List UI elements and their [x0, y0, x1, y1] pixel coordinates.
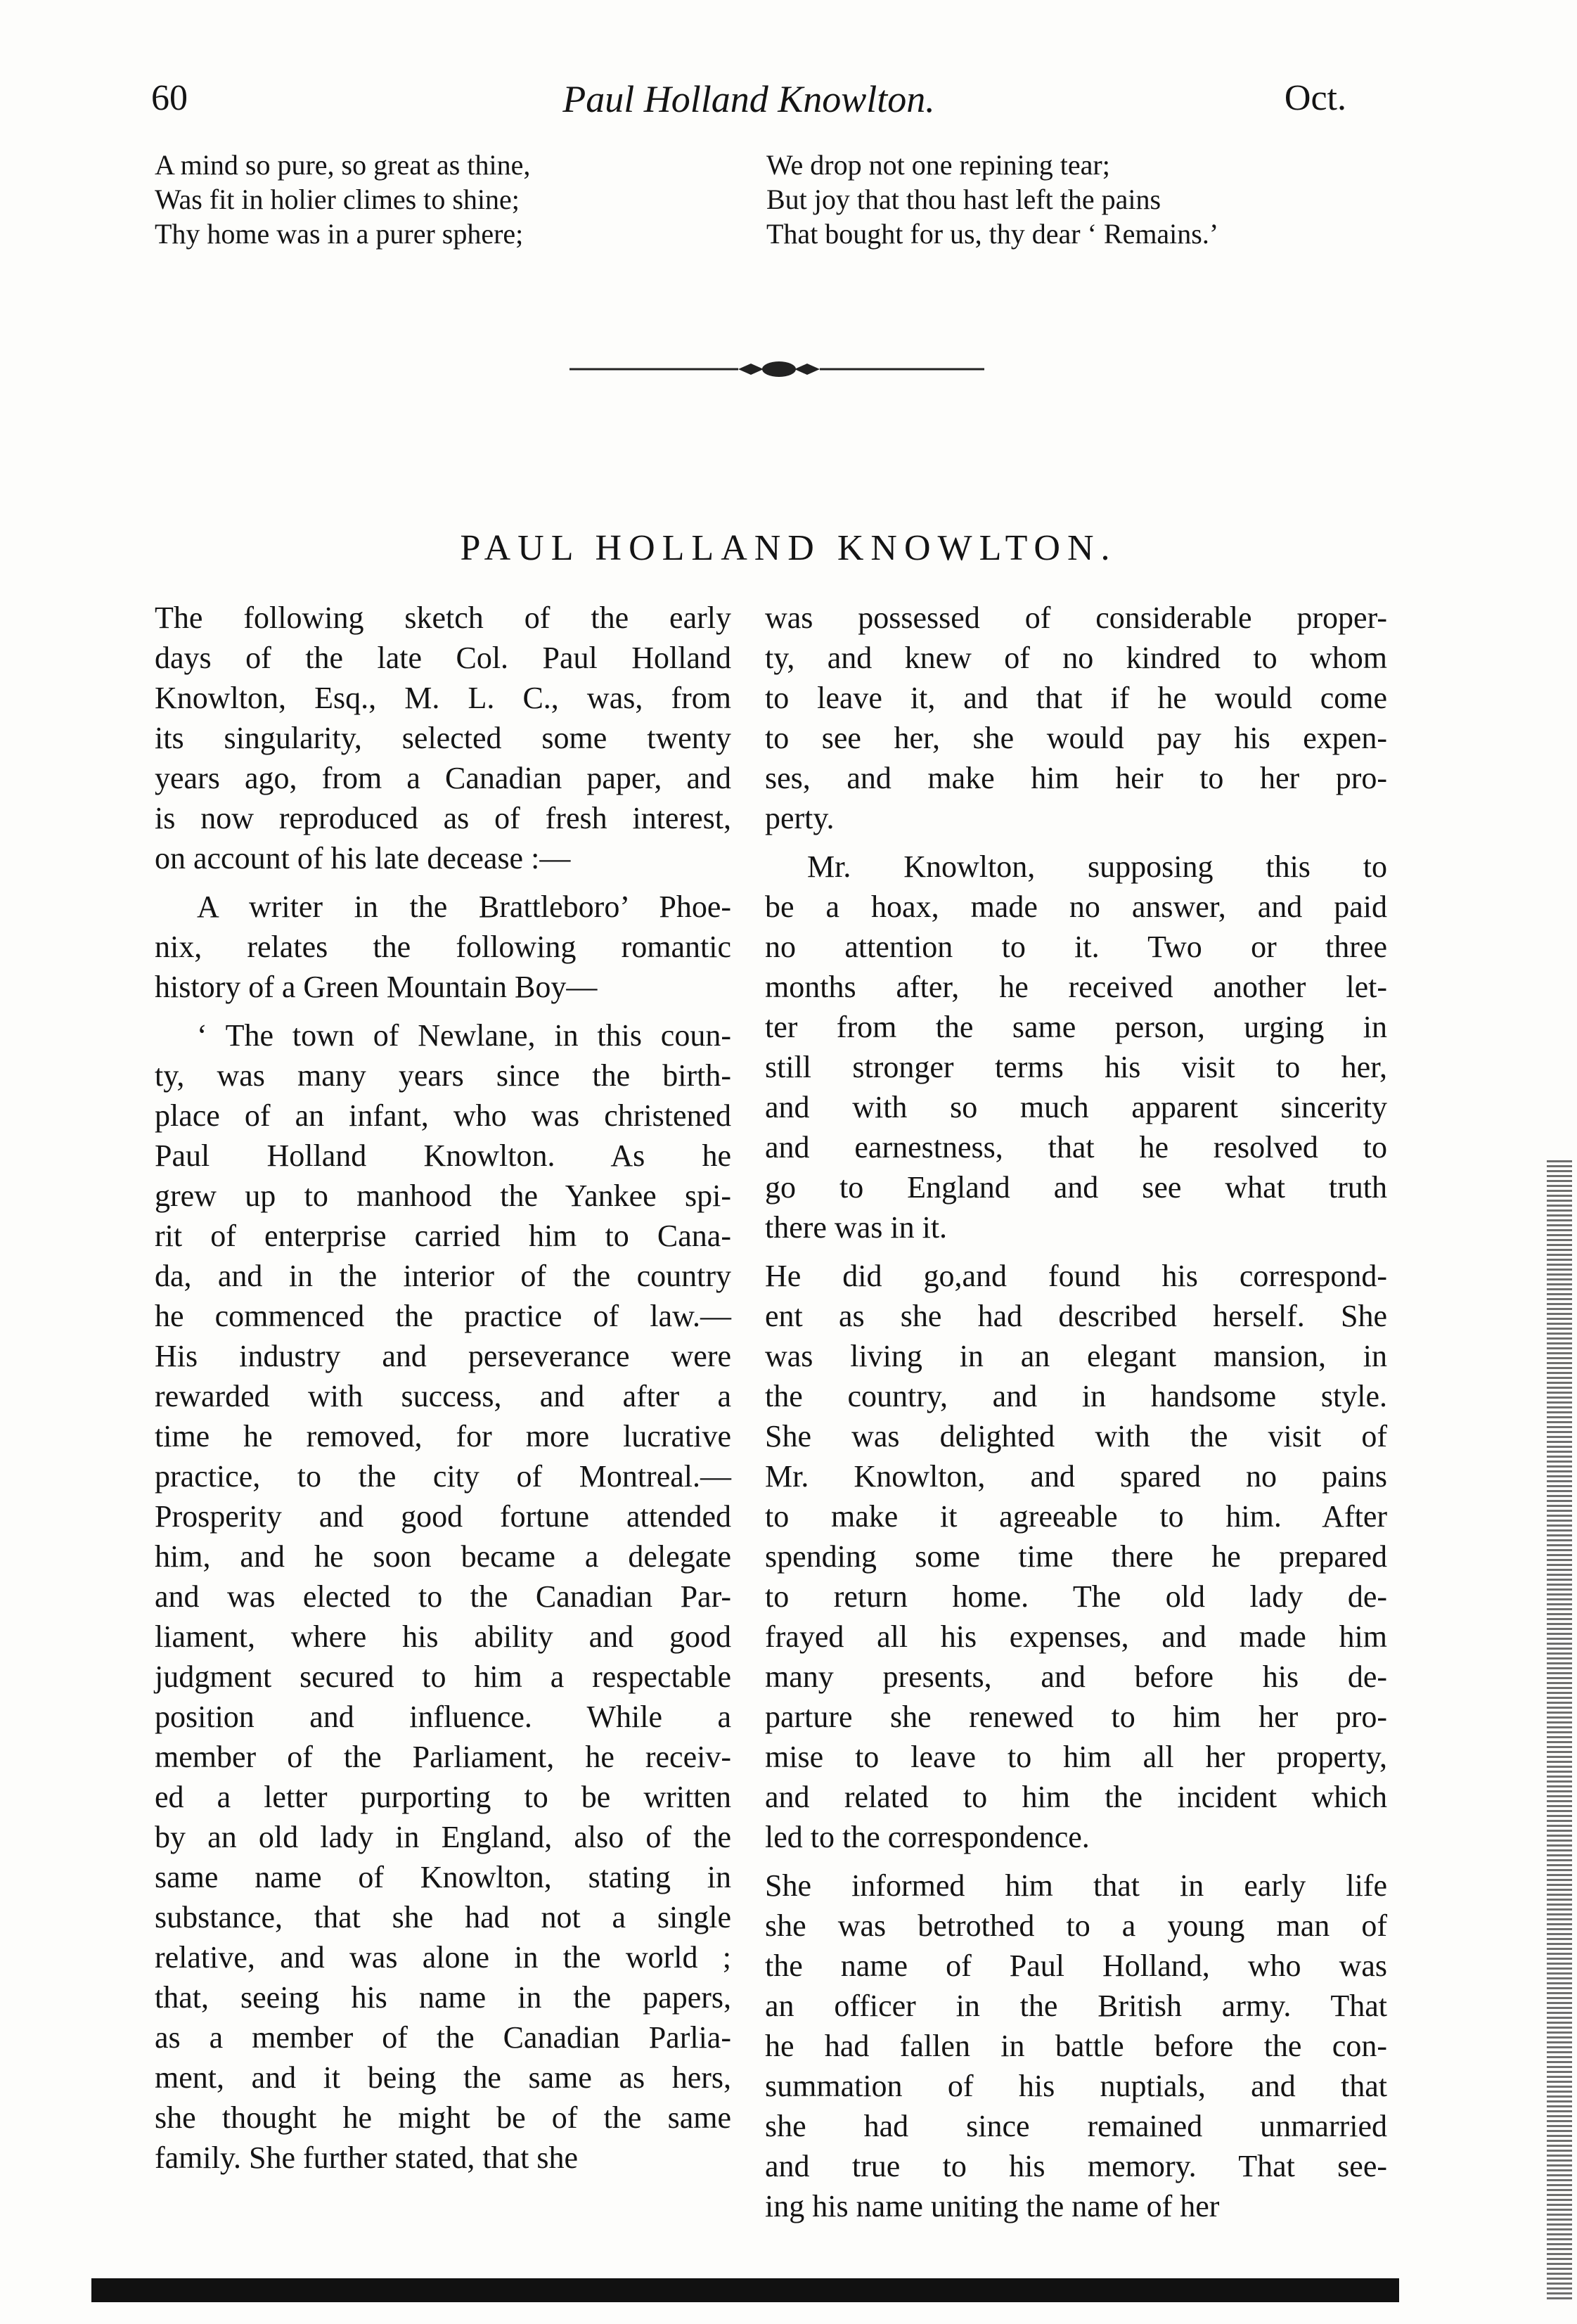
text-line: days of the late Col. Paul Holland: [155, 641, 731, 675]
text-line: ing his name uniting the name of her: [765, 2189, 1220, 2223]
text-line: that, seeing his name in the papers,: [155, 1980, 731, 2015]
article-paragraph: [765, 1866, 1387, 2226]
text-line: him, and he soon became a delegate: [155, 1539, 731, 1574]
scan-bottom-edge: [91, 2278, 1399, 2302]
header-month: Oct.: [1284, 78, 1346, 118]
poem-line: That bought for us, thy dear ‘ Remains.’: [766, 218, 1219, 250]
text-line: grew up to manhood the Yankee spi-: [155, 1179, 731, 1213]
poem-stanza-right: [766, 148, 1329, 251]
text-line: rewarded with success, and after a: [155, 1379, 731, 1413]
text-line: to see her, she would pay his expen-: [765, 721, 1387, 755]
text-line: to make it agreeable to him. After: [765, 1499, 1387, 1534]
article-title: PAUL HOLLAND KNOWLTON.: [460, 528, 1117, 568]
text-line: da, and in the interior of the country: [155, 1259, 731, 1293]
text-line: the country, and in handsome style.: [765, 1379, 1387, 1413]
running-title: Paul Holland Knowlton.: [562, 78, 935, 120]
article-paragraph: [155, 887, 731, 1007]
left-text-column: [155, 598, 731, 2178]
text-line: summation of his nuptials, and that: [765, 2069, 1387, 2103]
text-line: to leave it, and that if he would come: [765, 681, 1387, 715]
text-line: judgment secured to him a respectable: [155, 1659, 731, 1694]
poem-line: We drop not one repining tear;: [766, 149, 1110, 181]
text-line: member of the Parliament, he receiv-: [155, 1740, 731, 1774]
text-line: she thought he might be of the same: [155, 2100, 731, 2135]
text-line: She was delighted with the visit of: [765, 1419, 1387, 1453]
text-line: A writer in the Brattleboro’ Phoe-: [197, 890, 731, 924]
text-line: The following sketch of the early: [155, 601, 731, 635]
text-line: to return home. The old lady de-: [765, 1579, 1387, 1614]
poem-stanza-left: [155, 148, 703, 251]
text-line: many presents, and before his de-: [765, 1659, 1387, 1694]
text-line: He did go,and found his correspond-: [765, 1259, 1387, 1293]
text-line: mise to leave to him all her property,: [765, 1740, 1387, 1774]
text-line: months after, he received another let-: [765, 970, 1387, 1004]
article-paragraph: [155, 1015, 731, 2178]
text-line: relative, and was alone in the world ;: [155, 1940, 731, 1975]
text-line: frayed all his expenses, and made him: [765, 1619, 1387, 1654]
poem-line: Was fit in holier climes to shine;: [155, 184, 520, 215]
text-line: ment, and it being the same as hers,: [155, 2060, 731, 2095]
text-line: its singularity, selected some twenty: [155, 721, 731, 755]
text-line: on account of his late decease :—: [155, 841, 571, 875]
text-line: go to England and see what truth: [765, 1170, 1387, 1205]
text-line: practice, to the city of Montreal.—: [155, 1459, 731, 1494]
right-text-column: [765, 598, 1387, 2226]
text-line: nix, relates the following romantic: [155, 930, 731, 964]
poem-line: A mind so pure, so great as thine,: [155, 149, 531, 181]
text-line: substance, that she had not a single: [155, 1900, 731, 1934]
text-line: His industry and perseverance were: [155, 1339, 731, 1373]
text-line: was possessed of considerable proper-: [765, 601, 1387, 635]
text-line: she had since remained unmarried: [765, 2109, 1387, 2143]
text-line: years ago, from a Canadian paper, and: [155, 761, 731, 795]
text-line: time he removed, for more lucrative: [155, 1419, 731, 1453]
page-number: 60: [151, 78, 188, 118]
text-line: parture she renewed to him her pro-: [765, 1700, 1387, 1734]
text-line: place of an infant, who was christened: [155, 1098, 731, 1133]
text-line: and was elected to the Canadian Par-: [155, 1579, 731, 1614]
running-header: [151, 70, 1346, 127]
text-line: Knowlton, Esq., M. L. C., was, from: [155, 681, 731, 715]
text-line: Paul Holland Knowlton. As he: [155, 1138, 731, 1173]
text-line: he had fallen in battle before the con-: [765, 2029, 1387, 2063]
text-line: be a hoax, made no answer, and paid: [765, 890, 1387, 924]
text-line: ‘ The town of Newlane, in this coun-: [197, 1018, 731, 1053]
text-line: liament, where his ability and good: [155, 1619, 731, 1654]
text-line: ty, was many years since the birth-: [155, 1058, 731, 1093]
text-line: is now reproduced as of fresh interest,: [155, 801, 731, 835]
text-line: and earnestness, that he resolved to: [765, 1130, 1387, 1164]
text-line: ses, and make him heir to her pro-: [765, 761, 1387, 795]
poem-line: But joy that thou hast left the pains: [766, 184, 1161, 215]
text-line: Prosperity and good fortune attended: [155, 1499, 731, 1534]
text-line: he commenced the practice of law.—: [155, 1299, 731, 1333]
text-line: ent as she had described herself. She: [765, 1299, 1387, 1333]
poem-line: Thy home was in a purer sphere;: [155, 218, 524, 250]
text-line: and with so much apparent sincerity: [765, 1090, 1387, 1124]
article-paragraph: [765, 847, 1387, 1247]
text-line: still stronger terms his visit to her,: [765, 1050, 1387, 1084]
text-line: same name of Knowlton, stating in: [155, 1860, 731, 1894]
text-line: spending some time there he prepared: [765, 1539, 1387, 1574]
scan-edge-noise: [1547, 1160, 1572, 2299]
text-line: and true to his memory. That see-: [765, 2149, 1387, 2183]
text-line: ter from the same person, urging in: [765, 1010, 1387, 1044]
text-line: led to the correspondence.: [765, 1820, 1090, 1854]
section-divider-ornament: [569, 352, 984, 387]
text-line: ed a letter purporting to be written: [155, 1780, 731, 1814]
text-line: an officer in the British army. That: [765, 1989, 1387, 2023]
text-line: family. She further stated, that she: [155, 2140, 578, 2175]
text-line: perty.: [765, 801, 835, 835]
text-line: as a member of the Canadian Parlia-: [155, 2020, 731, 2055]
text-line: Mr. Knowlton, and spared no pains: [765, 1459, 1387, 1494]
text-line: by an old lady in England, also of the: [155, 1820, 731, 1854]
article-paragraph: [155, 598, 731, 878]
text-line: rit of enterprise carried him to Cana-: [155, 1219, 731, 1253]
article-paragraph: [765, 1256, 1387, 1857]
text-line: position and influence. While a: [155, 1700, 731, 1734]
text-line: was living in an elegant mansion, in: [765, 1339, 1387, 1373]
text-line: there was in it.: [765, 1210, 948, 1245]
text-line: and related to him the incident which: [765, 1780, 1387, 1814]
text-line: the name of Paul Holland, who was: [765, 1949, 1387, 1983]
text-line: ty, and knew of no kindred to whom: [765, 641, 1387, 675]
text-line: no attention to it. Two or three: [765, 930, 1387, 964]
text-line: Mr. Knowlton, supposing this to: [807, 849, 1387, 884]
text-line: history of a Green Mountain Boy—: [155, 970, 598, 1004]
article-paragraph: [765, 598, 1387, 838]
text-line: she was betrothed to a young man of: [765, 1908, 1387, 1943]
text-line: She informed him that in early life: [765, 1868, 1387, 1903]
